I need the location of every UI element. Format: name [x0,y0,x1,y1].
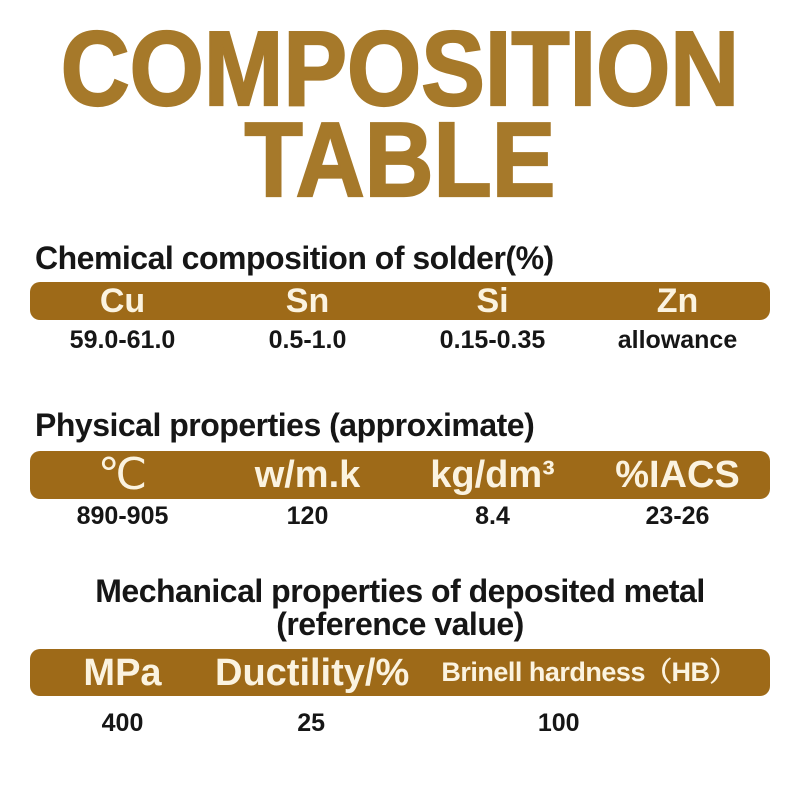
value-tensile-strength: 400 [101,709,144,737]
table-header-bar-physical [30,451,770,499]
table-value-row-mechanical [30,710,770,736]
column-header-brinell-hardness: Brinell hardness（HB） [441,657,736,687]
table-header-bar-chemical [30,282,770,320]
value-brinell-hardness: 100 [537,709,580,737]
value-ductility: 25 [297,709,326,737]
value-zn: allowance [617,326,738,354]
value-melting-temp: 890-905 [76,502,169,530]
value-conductivity-iacs: 23-26 [645,502,710,530]
column-header-thermal-conductivity: w/m.k [254,454,361,496]
section-physical-properties [30,409,770,529]
table-value-row-chemical [30,327,770,353]
column-header-sn: Sn [285,282,330,320]
composition-poster [0,10,800,800]
column-header-zn: Zn [656,282,699,320]
column-header-si: Si [476,282,509,320]
table-value-row-physical [30,503,770,529]
section-mechanical-properties [30,575,770,736]
section-chemical-composition [30,242,770,353]
value-cu: 59.0-61.0 [69,326,176,354]
column-header-ductility: Ductility/% [215,651,410,694]
page-title [0,10,800,219]
column-header-melting-temp: ℃ [97,450,148,499]
value-thermal-conductivity: 120 [286,502,329,530]
value-sn: 0.5-1.0 [268,326,347,354]
section-heading-mechanical-line-2: (reference value) [276,606,524,642]
section-heading-mechanical-line-1: Mechanical properties of deposited metal [95,573,705,609]
page-title-line-2: TABLE [244,101,556,219]
column-header-cu: Cu [99,282,146,320]
table-header-bar-mechanical [30,649,770,696]
column-header-tensile-strength-mpa: MPa [83,651,162,694]
column-header-conductivity-iacs: %IACS [615,454,740,496]
value-density: 8.4 [475,502,510,530]
section-heading-chemical: Chemical composition of solder(%) [35,240,554,276]
column-header-density: kg/dm³ [430,454,555,496]
section-heading-physical: Physical properties (approximate) [35,407,535,443]
page-title-line-1: COMPOSITION [60,10,740,128]
value-si: 0.15-0.35 [439,326,546,354]
